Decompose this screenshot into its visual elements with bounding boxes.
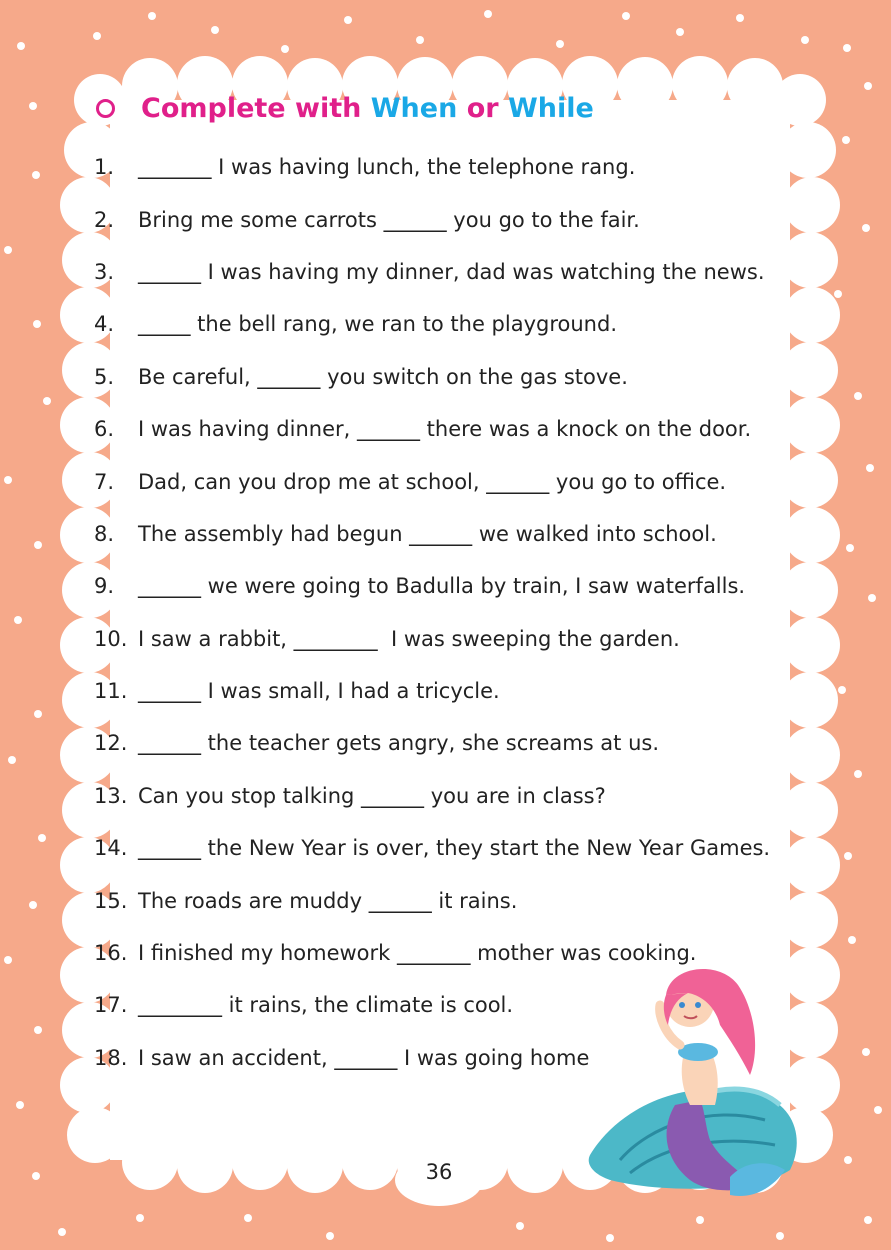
exercise-item <box>94 298 834 350</box>
item-number: 16. <box>94 941 128 966</box>
item-sentence: I saw an accident, ______ I was going home <box>138 1045 590 1070</box>
item-number: 14. <box>94 836 128 861</box>
mermaid-illustration <box>580 955 810 1210</box>
page-number: 36 <box>425 1160 453 1184</box>
exercise-item <box>94 770 834 822</box>
worksheet-title <box>96 88 594 128</box>
item-sentence: I finished my homework _______ mother was cooking. <box>138 941 697 966</box>
exercise-item <box>94 508 834 560</box>
item-number: 4. <box>94 312 115 337</box>
item-number: 3. <box>94 259 115 284</box>
title-word-while: While <box>507 92 594 124</box>
exercise-item <box>94 246 834 298</box>
title-connector: or <box>466 92 499 124</box>
item-number: 13. <box>94 783 128 808</box>
exercise-item <box>94 560 834 612</box>
item-sentence: _______ I was having lunch, the telephone rang. <box>138 155 636 180</box>
exercise-item <box>94 717 834 769</box>
item-sentence: _____ the bell rang, we ran to the playground. <box>138 312 617 337</box>
item-sentence: Be careful, ______ you switch on the gas stove. <box>138 364 628 389</box>
exercise-item <box>94 403 834 455</box>
item-sentence: I saw a rabbit, ________ I was sweeping the garden. <box>138 626 680 651</box>
item-number: 18. <box>94 1045 128 1070</box>
item-sentence: Bring me some carrots ______ you go to the fair. <box>138 207 640 232</box>
item-sentence: Dad, can you drop me at school, ______ you go to office. <box>138 469 727 494</box>
item-sentence: I was having dinner, ______ there was a knock on the door. <box>138 417 752 442</box>
exercise-item <box>94 351 834 403</box>
item-sentence: ______ the New Year is over, they start the New Year Games. <box>138 836 771 861</box>
exercise-item <box>94 455 834 507</box>
item-number: 7. <box>94 469 115 494</box>
exercise-item <box>94 665 834 717</box>
exercise-item <box>94 193 834 245</box>
item-sentence: ______ the teacher gets angry, she screams at us. <box>138 731 660 756</box>
item-number: 9. <box>94 574 115 599</box>
item-sentence: ______ we were going to Badulla by train, I saw waterfalls. <box>138 574 746 599</box>
item-sentence: ________ it rains, the climate is cool. <box>138 993 514 1018</box>
item-sentence: ______ I was small, I had a tricycle. <box>138 679 500 704</box>
item-number: 1. <box>94 155 115 180</box>
item-number: 10. <box>94 626 128 651</box>
item-sentence: The roads are muddy ______ it rains. <box>138 888 518 913</box>
item-sentence: ______ I was having my dinner, dad was watching the news. <box>138 259 765 284</box>
item-number: 17. <box>94 993 128 1018</box>
item-sentence: The assembly had begun ______ we walked into school. <box>138 521 717 546</box>
exercise-item <box>94 141 834 193</box>
item-number: 11. <box>94 679 128 704</box>
circle-bullet-icon <box>96 99 115 118</box>
item-number: 8. <box>94 521 115 546</box>
item-number: 5. <box>94 364 115 389</box>
title-prefix: Complete with <box>141 92 362 124</box>
exercise-item <box>94 613 834 665</box>
title-word-when: When <box>370 92 458 124</box>
item-number: 15. <box>94 888 128 913</box>
item-number: 12. <box>94 731 128 756</box>
item-number: 6. <box>94 417 115 442</box>
item-number: 2. <box>94 207 115 232</box>
exercise-item <box>94 822 834 874</box>
exercise-list <box>94 141 834 1084</box>
exercise-item <box>94 874 834 926</box>
item-sentence: Can you stop talking ______ you are in class? <box>138 783 606 808</box>
